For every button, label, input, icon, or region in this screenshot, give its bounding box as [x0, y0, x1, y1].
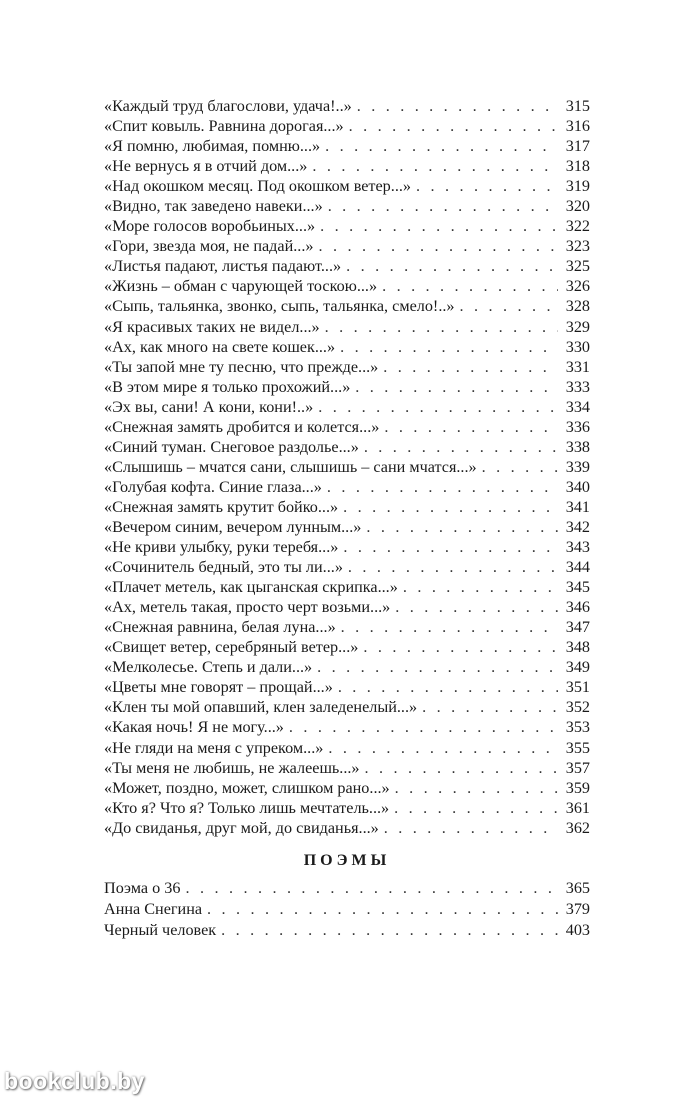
toc-entry [104, 497, 590, 517]
toc-entry-page: 361 [565, 798, 590, 817]
toc-entry-page: 317 [565, 137, 590, 156]
toc-entry-title: «В этом мире я только прохожий...» [104, 377, 351, 396]
toc-entry-page: 339 [565, 457, 590, 476]
dot-leader [328, 196, 558, 216]
toc-entry [104, 437, 590, 457]
toc-entry [104, 617, 590, 637]
toc-entry-title: «Сыпь, тальянка, звонко, сыпь, тальянка, смело!..» [104, 297, 455, 316]
dot-leader [384, 417, 558, 437]
toc-entry-title: «Не гляди на меня с упреком...» [104, 738, 324, 757]
toc-entry-page: 316 [565, 117, 590, 136]
dot-leader [383, 357, 558, 377]
toc-entry [104, 677, 590, 697]
dot-leader [317, 657, 558, 677]
toc-entry-title: «Ты меня не любишь, не жалеешь...» [104, 758, 360, 777]
toc-entry-page: 341 [565, 497, 590, 516]
dot-leader [363, 637, 558, 657]
toc-entry [104, 96, 590, 116]
toc-entry-title: «Я помню, любимая, помню...» [104, 137, 321, 156]
dot-leader [319, 236, 559, 256]
toc-entry [104, 216, 590, 236]
toc-entry-page: 325 [565, 257, 590, 276]
toc-entry [104, 717, 590, 737]
toc-entry-page: 320 [565, 197, 590, 216]
toc-entry [104, 196, 590, 216]
toc-entry-page: 379 [565, 900, 590, 918]
toc-entry-title: «Море голосов воробьиных...» [104, 217, 316, 236]
dot-leader [343, 497, 558, 517]
toc-entry-page: 346 [565, 598, 590, 617]
toc-entry-page: 365 [565, 879, 590, 897]
dot-leader [327, 477, 558, 497]
toc-entry-page: 349 [565, 658, 590, 677]
toc-entry [104, 156, 590, 176]
toc-entry [104, 317, 590, 337]
toc-entry-title: «Вечером синим, вечером лунным...» [104, 517, 362, 536]
toc-entry [104, 798, 590, 818]
toc-entry-page: 315 [565, 97, 590, 115]
toc-entry-title: «Гори, звезда моя, не падай...» [104, 237, 314, 256]
toc-entry [104, 136, 590, 156]
toc-entry-title: «Ах, как много на свете кошек...» [104, 337, 336, 356]
toc-entry-page: 333 [565, 377, 590, 396]
toc-entry [104, 818, 590, 838]
toc-entry-page: 336 [565, 417, 590, 436]
toc-entry-page: 329 [565, 317, 590, 336]
dot-leader [343, 537, 558, 557]
toc-entry-title: «Голубая кофта. Синие глаза...» [104, 477, 322, 496]
toc-entry [104, 357, 590, 377]
dot-leader [207, 899, 558, 920]
dot-leader [395, 778, 558, 798]
dot-leader [349, 116, 558, 136]
poems-contents [104, 878, 590, 941]
toc-entry [104, 276, 590, 296]
toc-entry [104, 697, 590, 717]
dot-leader [221, 920, 558, 941]
toc-entry-page: 344 [565, 558, 590, 577]
toc-entry [104, 537, 590, 557]
dot-leader [348, 557, 558, 577]
toc-entry [104, 758, 590, 778]
dot-leader [460, 296, 558, 316]
toc-entry-title: Черный человек [104, 921, 217, 939]
toc-entry-page: 353 [565, 718, 590, 737]
toc-entry-page: 351 [565, 678, 590, 697]
toc-entry [104, 417, 590, 437]
toc-entry-title: «Не криви улыбку, руки теребя...» [104, 538, 339, 557]
dot-leader [338, 677, 558, 697]
toc-entry-page: 328 [565, 297, 590, 316]
dot-leader [366, 517, 558, 537]
toc-entry-title: «Слышишь – мчатся сани, слышишь – сани мчатся...» [104, 457, 477, 476]
toc-entry-title: «Мелколесье. Степь и дали...» [104, 658, 313, 677]
dot-leader [357, 96, 558, 116]
dot-leader [325, 136, 558, 156]
toc-entry [104, 377, 590, 397]
toc-entry [104, 256, 590, 276]
toc-entry-page: 326 [565, 277, 590, 296]
toc-entry-title: «Плачет метель, как цыганская скрипка...» [104, 578, 398, 597]
toc-entry-page: 323 [565, 237, 590, 256]
dot-leader [320, 216, 558, 236]
watermark-logo: bookclub.by [4, 1068, 145, 1094]
toc-entry-title: «Спит ковыль. Равнина дорогая...» [104, 117, 344, 136]
toc-entry-title: «Клен ты мой опавший, клен заледенелый...» [104, 698, 418, 717]
toc-entry [104, 778, 590, 798]
toc-entry-page: 343 [565, 538, 590, 557]
toc-entry [104, 597, 590, 617]
toc-entry-title: «Снежная замять дробится и колется...» [104, 417, 380, 436]
toc-entry [104, 878, 590, 899]
dot-leader [403, 577, 558, 597]
section-title-poems: ПОЭМЫ [303, 852, 391, 869]
dot-leader [422, 697, 558, 717]
toc-entry-page: 348 [565, 638, 590, 657]
dot-leader [346, 256, 558, 276]
toc-entry-page: 357 [565, 758, 590, 777]
toc-entry [104, 337, 590, 357]
dot-leader [312, 156, 558, 176]
toc-entry [104, 738, 590, 758]
toc-entry-title: «Ах, метель такая, просто черт возьми...» [104, 598, 391, 617]
dot-leader [482, 457, 558, 477]
toc-entry-page: 355 [565, 738, 590, 757]
toc-entry-title: «Листья падают, листья падают...» [104, 257, 342, 276]
dot-leader [364, 437, 558, 457]
toc-entry-title: «Снежная равнина, белая луна...» [104, 618, 336, 637]
toc-entry-page: 330 [565, 337, 590, 356]
toc-entry [104, 637, 590, 657]
dot-leader [325, 317, 558, 337]
toc-entry [104, 517, 590, 537]
toc-entry-page: 334 [565, 397, 590, 416]
toc-entry [104, 116, 590, 136]
toc-entry-title: «Синий туман. Снеговое раздолье...» [104, 437, 359, 456]
toc-entry [104, 920, 590, 941]
dot-leader [185, 878, 558, 899]
toc-entry [104, 457, 590, 477]
toc-entry-title: «Эх вы, сани! А кони, кони!..» [104, 397, 314, 416]
toc-entry-title: «Я красивых таких не видел...» [104, 317, 320, 336]
toc-entry-page: 347 [565, 618, 590, 637]
toc-entry-page: 322 [565, 217, 590, 236]
dot-leader [394, 798, 558, 818]
dot-leader [416, 176, 558, 196]
toc-entry-title: «Свищет ветер, серебряный ветер...» [104, 638, 359, 657]
toc-entry-title: «Может, поздно, может, слишком рано...» [104, 778, 390, 797]
toc-entry [104, 176, 590, 196]
toc-entry-title: «Жизнь – обман с чарующей тоскою...» [104, 277, 378, 296]
toc-entry-page: 362 [565, 818, 590, 837]
dot-leader [289, 717, 558, 737]
toc-entry-page: 319 [565, 177, 590, 196]
toc-entry-page: 338 [565, 437, 590, 456]
toc-entry-title: «Видно, так заведено навеки...» [104, 197, 323, 216]
toc-entry-page: 318 [565, 157, 590, 176]
toc-entry-page: 340 [565, 477, 590, 496]
toc-entry [104, 557, 590, 577]
toc-entry [104, 577, 590, 597]
toc-entry-title: «Сочинитель бедный, это ты ли...» [104, 558, 343, 577]
dot-leader [341, 617, 558, 637]
toc-entry-title: «Снежная замять крутит бойко...» [104, 497, 339, 516]
toc-entry-title: Поэма о 36 [104, 879, 181, 897]
toc-entry-page: 345 [565, 578, 590, 597]
toc-entry-title: «Цветы мне говорят – прощай...» [104, 678, 333, 697]
dot-leader [395, 597, 558, 617]
dot-leader [340, 337, 558, 357]
toc-entry-page: 359 [565, 778, 590, 797]
toc-entry [104, 236, 590, 256]
toc-entry [104, 477, 590, 497]
toc-entry [104, 397, 590, 417]
toc-entry-page: 352 [565, 698, 590, 717]
toc-entry-title: «Кто я? Что я? Только лишь мечтатель...» [104, 798, 390, 817]
toc-entry-page: 403 [565, 921, 590, 939]
toc-entry-title: «До свиданья, друг мой, до свиданья...» [104, 818, 379, 837]
dot-leader [382, 276, 558, 296]
toc-entry-title: «Не вернусь я в отчий дом...» [104, 157, 308, 176]
toc-entry [104, 899, 590, 920]
dot-leader [328, 738, 558, 758]
dot-leader [384, 818, 558, 838]
toc-entry [104, 296, 590, 316]
table-of-contents [104, 96, 590, 838]
dot-leader [318, 397, 558, 417]
toc-entry-title: «Каждый труд благослови, удача!..» [104, 97, 352, 115]
toc-entry-page: 331 [565, 357, 590, 376]
toc-entry-title: Анна Снегина [104, 900, 203, 918]
dot-leader [365, 758, 558, 778]
toc-entry-page: 342 [565, 517, 590, 536]
toc-entry-title: «Над окошком месяц. Под окошком ветер...» [104, 177, 412, 196]
toc-entry-title: «Какая ночь! Я не могу...» [104, 718, 284, 737]
dot-leader [355, 377, 558, 397]
toc-entry [104, 657, 590, 677]
toc-entry-title: «Ты запой мне ту песню, что прежде...» [104, 357, 379, 376]
